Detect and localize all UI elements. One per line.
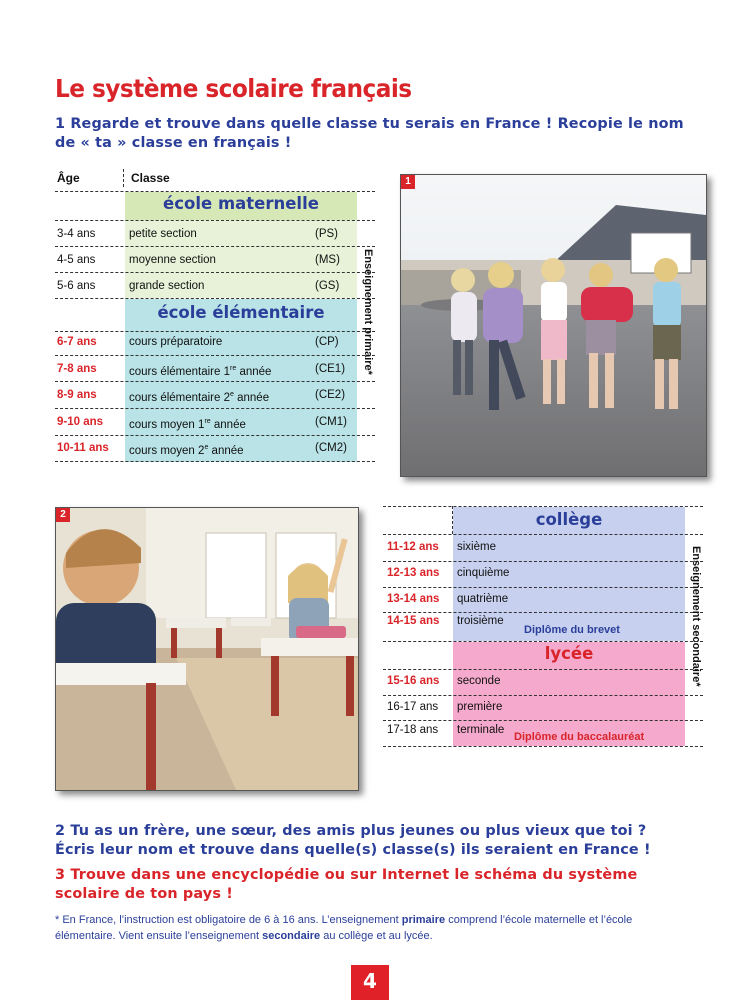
age-cell: 3-4 ans [57,228,96,240]
age-cell: 4-5 ans [57,254,96,266]
age-cell: 12-13 ans [387,567,440,579]
question-1: 1 Regarde et trouve dans quelle classe tu serais en France ! Recopie le nom de « ta » classe en français ! [55,116,684,151]
age-cell: 11-12 ans [387,541,439,553]
primary-school-table [55,165,374,465]
classroom-photo [55,507,359,791]
abbr-cell: (CE2) [315,389,346,401]
footnote: * En France, l’instruction est obligatoire de 6 à 16 ans. L’enseignement primaire comprend l’école maternelle et l’école élémentaire. Vient ensuite l’enseignement secondaire au collège et au lycée. [55,914,633,942]
diploma-brevet: Diplôme du brevet [524,624,620,636]
abbr-cell: (CM2) [315,442,347,454]
class-cell: cinquième [457,567,510,579]
abbr-cell: (CM1) [315,416,347,428]
class-cell: seconde [457,675,501,687]
abbr-cell: (CE1) [315,363,346,375]
column-header-age: Âge [57,171,80,185]
class-cell: grande section [129,280,205,292]
secondary-school-table [383,506,702,746]
table-row [55,409,357,435]
age-cell: 13-14 ans [387,593,440,605]
age-cell: 7-8 ans [57,363,97,375]
age-cell: 9-10 ans [57,416,104,428]
class-cell: cours moyen 2e année [129,444,244,457]
side-label-secondary: Enseignement secondaire* [690,546,702,687]
photo-number-badge: 1 [401,175,415,189]
age-cell: 5-6 ans [57,280,96,292]
abbr-cell: (PS) [315,228,338,240]
band-maternelle-title: école maternelle [163,194,319,213]
side-label-primary: Enseignement primaire* [362,249,374,375]
table-row [55,382,357,408]
age-cell: 17-18 ans [387,724,439,736]
age-cell: 10-11 ans [57,442,109,454]
band-lycee-title: lycée [544,644,594,663]
age-cell: 6-7 ans [57,336,97,348]
photo-number-badge: 2 [56,508,70,522]
header-divider [123,169,124,187]
divider [55,461,375,462]
page-number: 4 [351,965,389,1000]
table-row [55,435,357,461]
abbr-cell: (MS) [315,254,340,266]
class-cell: cours élémentaire 2e année [129,391,270,404]
column-header-class: Classe [131,171,170,185]
table-row [383,669,685,695]
divider [383,746,703,747]
age-cell: 16-17 ans [387,701,439,713]
table-row [383,561,685,587]
age-cell: 15-16 ans [387,675,440,687]
diploma-bac: Diplôme du baccalauréat [514,731,645,743]
question-3: 3 Trouve dans une encyclopédie ou sur Internet le schéma du système scolaire de ton pays ! [55,867,638,902]
class-cell: cours élémentaire 1re année [129,365,272,378]
table-row [55,273,357,299]
classroom-image [56,508,358,790]
band-college-title: collège [535,510,603,529]
table-row [383,535,685,561]
band-elementaire-title: école élémentaire [157,303,325,322]
playground-photo [400,174,707,477]
page-title: Le système scolaire français [55,74,412,103]
table-row [55,356,357,382]
class-cell: terminale [457,724,505,736]
class-cell: cours moyen 1re année [129,418,246,431]
table-row [55,247,357,273]
class-cell: sixième [457,541,496,553]
class-cell: troisième [457,615,504,627]
class-cell: cours préparatoire [129,336,223,348]
class-cell: petite section [129,228,197,240]
class-cell: moyenne section [129,254,216,266]
children-playing-image [401,175,706,476]
table-row [55,221,357,247]
age-cell: 14-15 ans [387,615,440,627]
class-cell: quatrième [457,593,509,605]
abbr-cell: (CP) [315,336,339,348]
abbr-cell: (GS) [315,280,340,292]
table-row [55,329,357,355]
age-cell: 8-9 ans [57,389,97,401]
class-cell: première [457,701,503,713]
question-2: 2 Tu as un frère, une sœur, des amis plus jeunes ou plus vieux que toi ? Écris leur nom et trouve dans quelle(s) classe(s) ils seraient en France ! [55,823,651,858]
